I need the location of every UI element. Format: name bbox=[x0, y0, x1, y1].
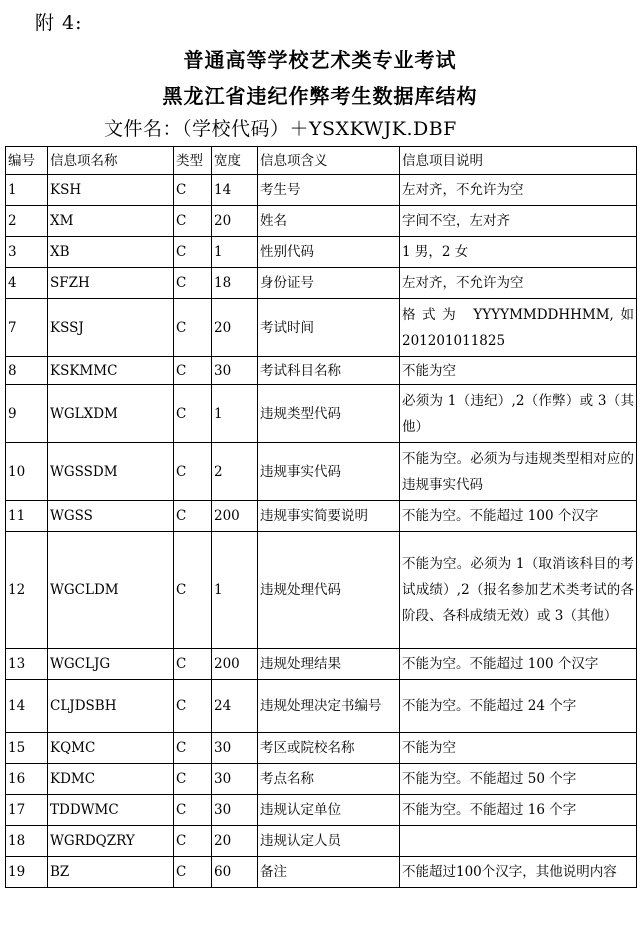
cell-type: C bbox=[174, 649, 212, 680]
cell-type: C bbox=[174, 175, 212, 206]
cell-description: 必须为 1（违纪）,2（作弊）或 3（其他） bbox=[400, 385, 637, 443]
cell-meaning: 考点名称 bbox=[258, 764, 400, 795]
table-row bbox=[6, 764, 637, 795]
cell-field-name: SFZH bbox=[48, 268, 174, 299]
cell-description: 不能超过100个汉字，其他说明内容 bbox=[400, 857, 637, 888]
cell-type: C bbox=[174, 795, 212, 826]
table-row bbox=[6, 857, 637, 888]
header-meaning: 信息项含义 bbox=[258, 147, 400, 175]
cell-type: C bbox=[174, 357, 212, 385]
cell-type: C bbox=[174, 764, 212, 795]
cell-type: C bbox=[174, 532, 212, 649]
cell-type: C bbox=[174, 680, 212, 733]
cell-type: C bbox=[174, 501, 212, 532]
cell-number: 13 bbox=[6, 649, 48, 680]
cell-number: 9 bbox=[6, 385, 48, 443]
table-row bbox=[6, 175, 637, 206]
cell-field-name: CLJDSBH bbox=[48, 680, 174, 733]
table-body bbox=[6, 175, 637, 888]
cell-number: 2 bbox=[6, 206, 48, 237]
header-type: 类型 bbox=[174, 147, 212, 175]
cell-field-name: WGCLDM bbox=[48, 532, 174, 649]
cell-field-name: KSKMMC bbox=[48, 357, 174, 385]
cell-meaning: 性别代码 bbox=[258, 237, 400, 268]
appendix-label: 附 4: bbox=[35, 12, 83, 34]
cell-type: C bbox=[174, 385, 212, 443]
cell-field-name: BZ bbox=[48, 857, 174, 888]
cell-width: 30 bbox=[212, 357, 258, 385]
table-row bbox=[6, 299, 637, 357]
cell-meaning: 姓名 bbox=[258, 206, 400, 237]
cell-meaning: 违规认定单位 bbox=[258, 795, 400, 826]
cell-number: 12 bbox=[6, 532, 48, 649]
table-row bbox=[6, 649, 637, 680]
table-row bbox=[6, 826, 637, 857]
cell-field-name: WGSSDM bbox=[48, 443, 174, 501]
cell-width: 20 bbox=[212, 299, 258, 357]
cell-meaning: 考生号 bbox=[258, 175, 400, 206]
cell-number: 10 bbox=[6, 443, 48, 501]
cell-description: 不能为空。必须为 1（取消该科目的考试成绩）,2（报名参加艺术类考试的各阶段、各科成绩无效）或 3（其他） bbox=[400, 532, 637, 649]
cell-meaning: 违规事实简要说明 bbox=[258, 501, 400, 532]
cell-width: 30 bbox=[212, 764, 258, 795]
table-row bbox=[6, 206, 637, 237]
cell-description bbox=[400, 826, 637, 857]
cell-meaning: 违规类型代码 bbox=[258, 385, 400, 443]
cell-width: 20 bbox=[212, 206, 258, 237]
table-row bbox=[6, 237, 637, 268]
cell-number: 14 bbox=[6, 680, 48, 733]
cell-field-name: WGLXDM bbox=[48, 385, 174, 443]
cell-width: 30 bbox=[212, 795, 258, 826]
cell-width: 200 bbox=[212, 501, 258, 532]
cell-width: 1 bbox=[212, 237, 258, 268]
cell-field-name: KQMC bbox=[48, 733, 174, 764]
cell-description: 不能为空。不能超过 16 个字 bbox=[400, 795, 637, 826]
cell-width: 200 bbox=[212, 649, 258, 680]
cell-field-name: WGSS bbox=[48, 501, 174, 532]
cell-width: 60 bbox=[212, 857, 258, 888]
header-description: 信息项目说明 bbox=[400, 147, 637, 175]
table-row bbox=[6, 501, 637, 532]
cell-description: 1 男，2 女 bbox=[400, 237, 637, 268]
table-row bbox=[6, 385, 637, 443]
table-row bbox=[6, 733, 637, 764]
cell-type: C bbox=[174, 826, 212, 857]
cell-number: 7 bbox=[6, 299, 48, 357]
cell-field-name: XB bbox=[48, 237, 174, 268]
cell-width: 2 bbox=[212, 443, 258, 501]
cell-type: C bbox=[174, 443, 212, 501]
cell-width: 24 bbox=[212, 680, 258, 733]
cell-meaning: 违规认定人员 bbox=[258, 826, 400, 857]
cell-description: 字间不空，左对齐 bbox=[400, 206, 637, 237]
cell-meaning: 考试科目名称 bbox=[258, 357, 400, 385]
cell-width: 18 bbox=[212, 268, 258, 299]
table-header-row bbox=[6, 147, 637, 175]
cell-meaning: 违规处理决定书编号 bbox=[258, 680, 400, 733]
cell-field-name: XM bbox=[48, 206, 174, 237]
cell-width: 1 bbox=[212, 532, 258, 649]
cell-number: 3 bbox=[6, 237, 48, 268]
table-row bbox=[6, 680, 637, 733]
cell-meaning: 考试时间 bbox=[258, 299, 400, 357]
cell-meaning: 身份证号 bbox=[258, 268, 400, 299]
cell-width: 30 bbox=[212, 733, 258, 764]
cell-description: 左对齐，不允许为空 bbox=[400, 175, 637, 206]
table-row bbox=[6, 795, 637, 826]
cell-type: C bbox=[174, 733, 212, 764]
header-number: 编号 bbox=[6, 147, 48, 175]
cell-field-name: KSSJ bbox=[48, 299, 174, 357]
cell-description: 不能为空。必须为与违规类型相对应的违规事实代码 bbox=[400, 443, 637, 501]
cell-number: 19 bbox=[6, 857, 48, 888]
table-row bbox=[6, 268, 637, 299]
filename-line: 文件名：（学校代码）＋YSXKWJK.DBF bbox=[104, 118, 457, 140]
cell-meaning: 违规处理结果 bbox=[258, 649, 400, 680]
document-subtitle: 黑龙江省违纪作弊考生数据库结构 bbox=[162, 84, 478, 108]
cell-type: C bbox=[174, 206, 212, 237]
cell-number: 17 bbox=[6, 795, 48, 826]
database-structure-table bbox=[5, 146, 637, 888]
table-row bbox=[6, 532, 637, 649]
cell-number: 11 bbox=[6, 501, 48, 532]
cell-description: 不能为空。不能超过 50 个字 bbox=[400, 764, 637, 795]
cell-meaning: 违规事实代码 bbox=[258, 443, 400, 501]
cell-width: 20 bbox=[212, 826, 258, 857]
cell-meaning: 违规处理代码 bbox=[258, 532, 400, 649]
document-title: 普通高等学校艺术类专业考试 bbox=[183, 48, 457, 72]
table-row bbox=[6, 357, 637, 385]
cell-field-name: KDMC bbox=[48, 764, 174, 795]
cell-number: 18 bbox=[6, 826, 48, 857]
cell-meaning: 考区或院校名称 bbox=[258, 733, 400, 764]
header-width: 宽度 bbox=[212, 147, 258, 175]
cell-description: 不能为空 bbox=[400, 733, 637, 764]
cell-number: 1 bbox=[6, 175, 48, 206]
cell-description: 不能为空。不能超过 24 个字 bbox=[400, 680, 637, 733]
cell-type: C bbox=[174, 299, 212, 357]
cell-width: 1 bbox=[212, 385, 258, 443]
cell-field-name: TDDWMC bbox=[48, 795, 174, 826]
cell-type: C bbox=[174, 268, 212, 299]
cell-number: 4 bbox=[6, 268, 48, 299]
cell-description: 不能为空。不能超过 100 个汉字 bbox=[400, 501, 637, 532]
cell-meaning: 备注 bbox=[258, 857, 400, 888]
cell-field-name: WGRDQZRY bbox=[48, 826, 174, 857]
cell-width: 14 bbox=[212, 175, 258, 206]
cell-type: C bbox=[174, 857, 212, 888]
cell-field-name: WGCLJG bbox=[48, 649, 174, 680]
cell-description: 不能为空 bbox=[400, 357, 637, 385]
header-field-name: 信息项名称 bbox=[48, 147, 174, 175]
cell-field-name: KSH bbox=[48, 175, 174, 206]
cell-number: 15 bbox=[6, 733, 48, 764]
cell-description: 格式为 YYYYMMDDHHMM,如 201201011825 bbox=[400, 299, 637, 357]
cell-description: 不能为空。不能超过 100 个汉字 bbox=[400, 649, 637, 680]
cell-type: C bbox=[174, 237, 212, 268]
cell-description: 左对齐，不允许为空 bbox=[400, 268, 637, 299]
cell-number: 8 bbox=[6, 357, 48, 385]
cell-number: 16 bbox=[6, 764, 48, 795]
table-row bbox=[6, 443, 637, 501]
